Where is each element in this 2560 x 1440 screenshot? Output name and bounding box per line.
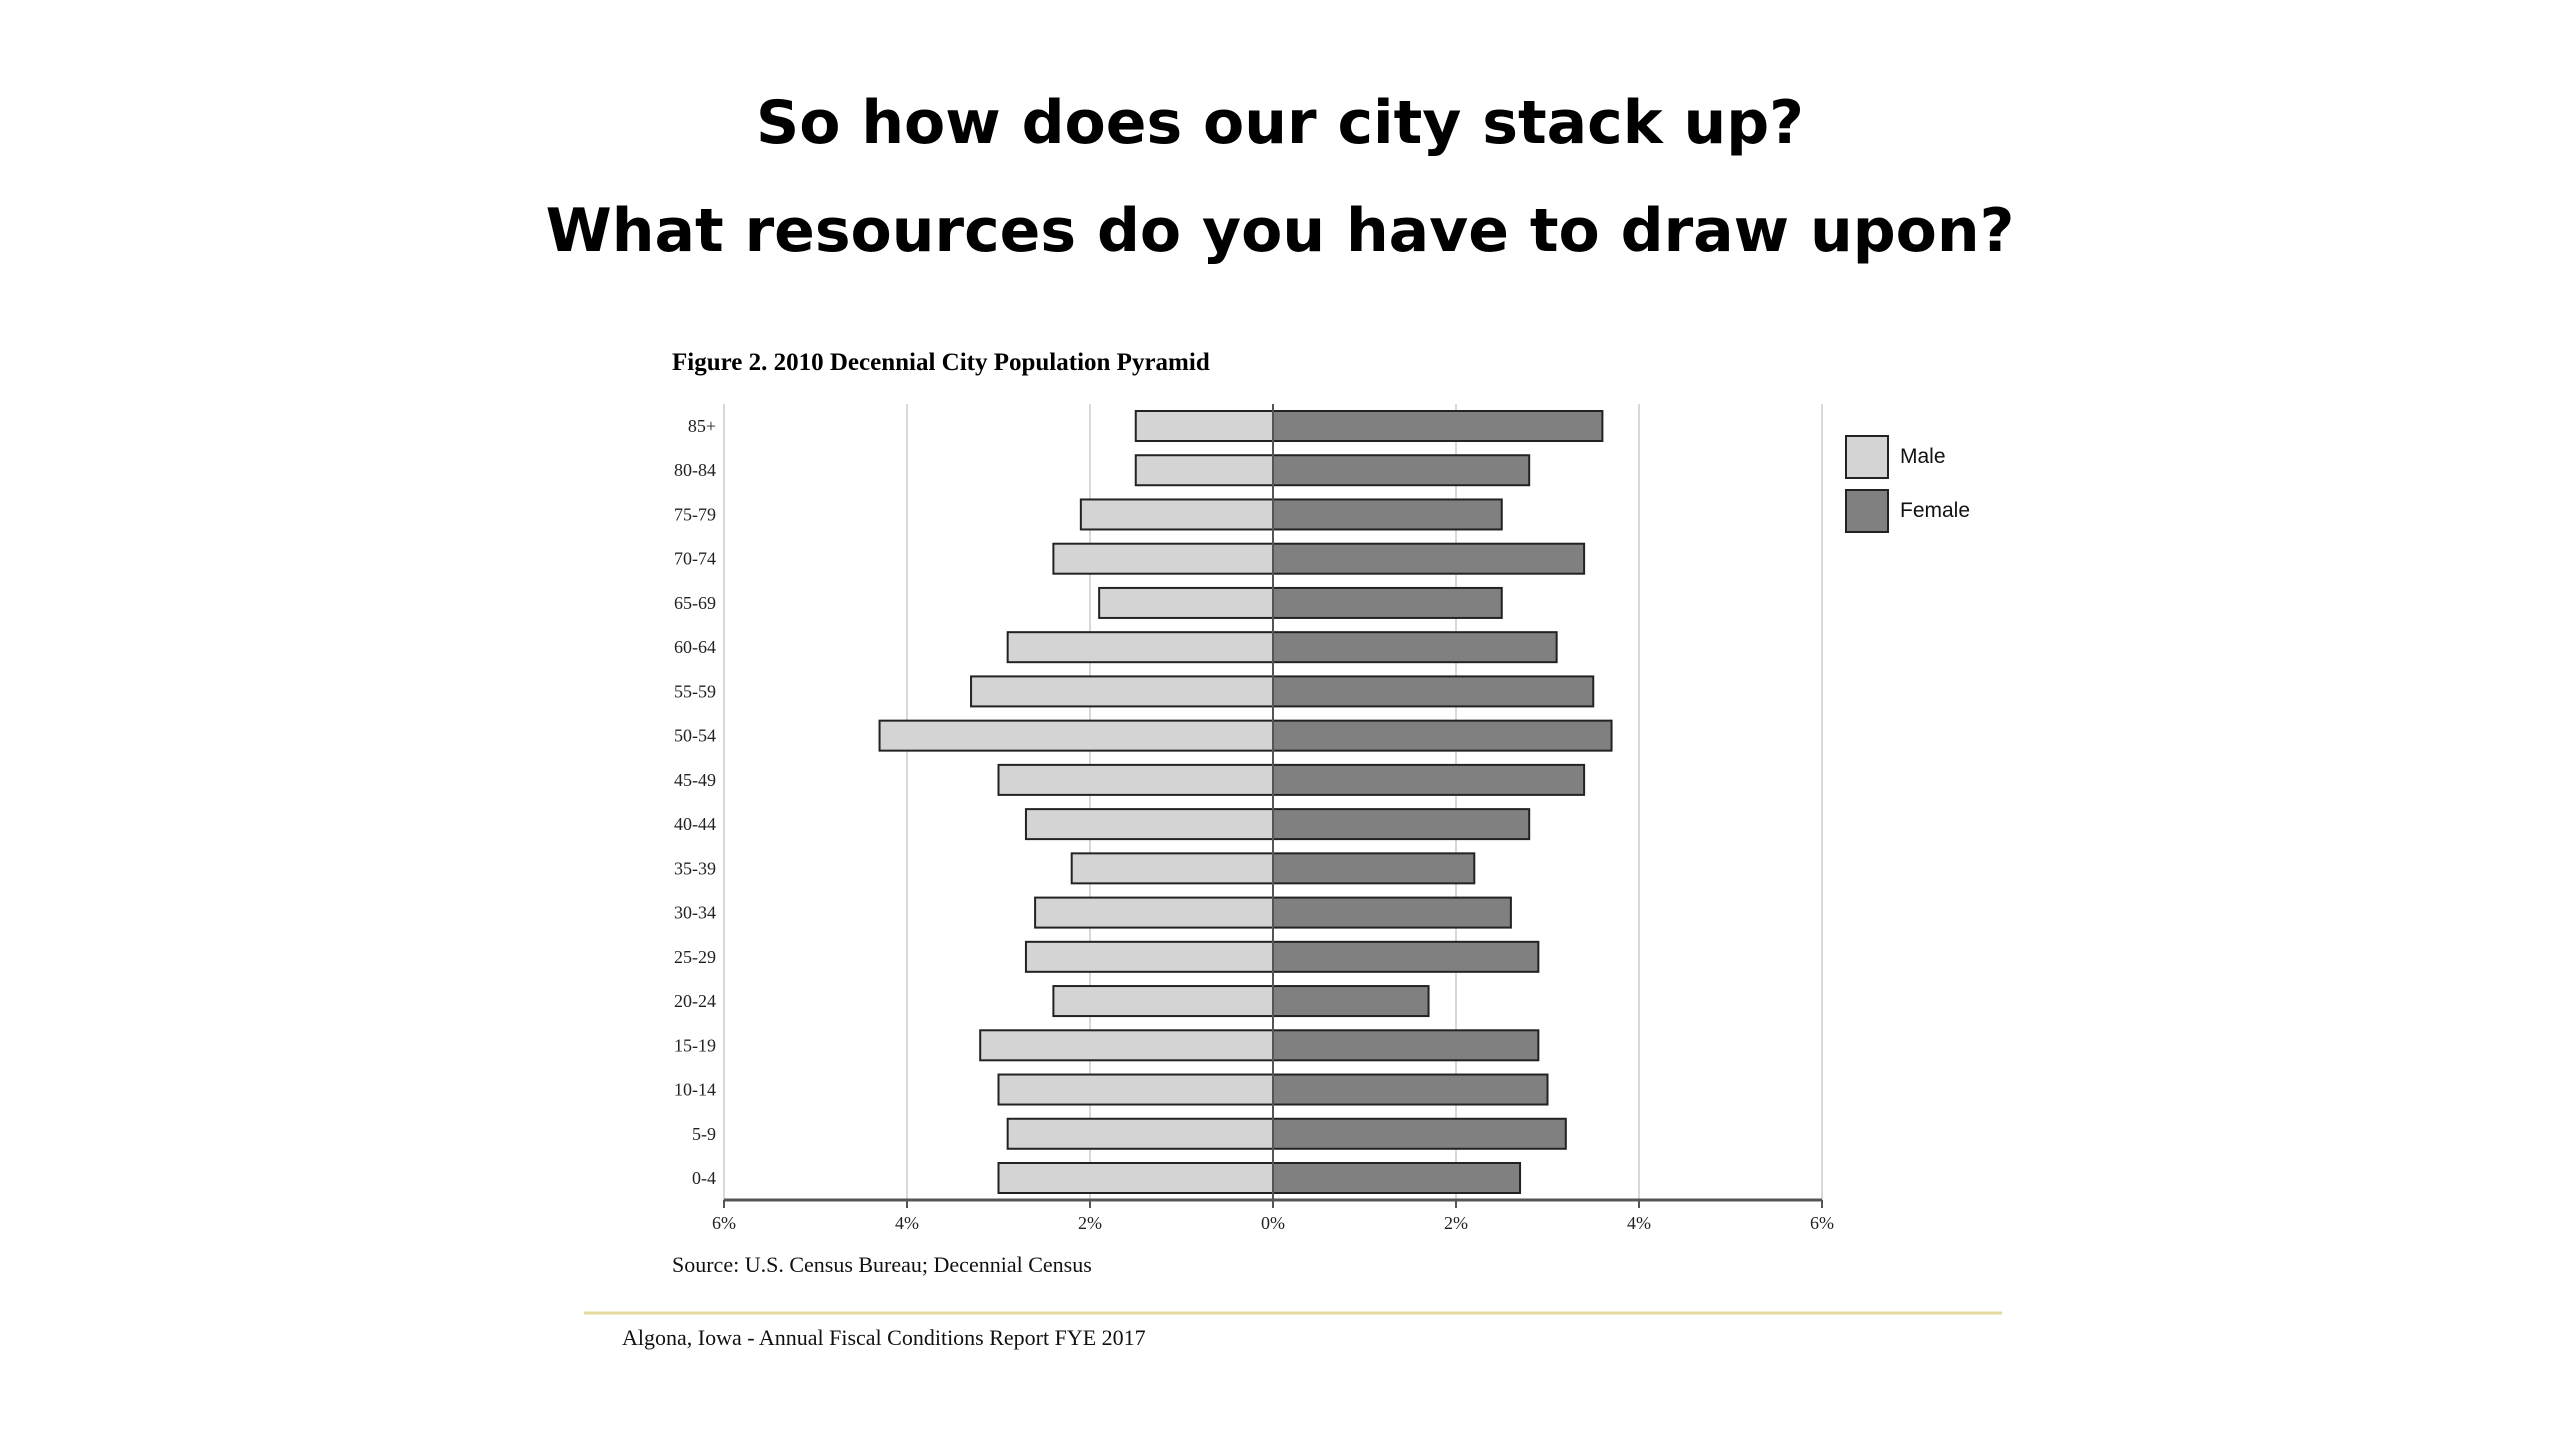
- bar-female-85+: [1273, 411, 1602, 441]
- bar-female-5-9: [1273, 1119, 1566, 1149]
- bar-female-15-19: [1273, 1030, 1538, 1060]
- y-tick-label: 55-59: [674, 681, 716, 702]
- y-tick-label: 45-49: [674, 769, 716, 790]
- y-tick-label: 30-34: [674, 902, 716, 923]
- bar-male-45-49: [999, 765, 1274, 795]
- bar-male-60-64: [1008, 632, 1273, 662]
- y-tick-label: 5-9: [692, 1123, 716, 1144]
- x-tick-label: 6%: [712, 1213, 736, 1233]
- bar-female-80-84: [1273, 455, 1529, 485]
- y-tick-label: 65-69: [674, 592, 716, 613]
- bar-female-10-14: [1273, 1075, 1548, 1105]
- y-tick-label: 20-24: [674, 991, 716, 1012]
- bar-female-60-64: [1273, 632, 1557, 662]
- bar-female-70-74: [1273, 544, 1584, 574]
- bar-male-25-29: [1026, 942, 1273, 972]
- x-tick-label: 2%: [1078, 1213, 1102, 1233]
- y-tick-label: 85+: [687, 416, 716, 436]
- y-tick-label: 80-84: [674, 460, 716, 481]
- y-tick-label: 0-4: [692, 1168, 716, 1188]
- y-tick-label: 15-19: [674, 1035, 716, 1056]
- chart-bars: [880, 411, 1612, 1193]
- bar-female-55-59: [1273, 676, 1593, 706]
- y-tick-label: 60-64: [674, 637, 716, 658]
- legend-label-female: Female: [1900, 499, 1971, 522]
- bar-female-30-34: [1273, 898, 1511, 928]
- bar-male-10-14: [999, 1075, 1274, 1105]
- bar-male-70-74: [1053, 544, 1273, 574]
- slide-title-line-2: What resources do you have to draw upon?: [545, 196, 2015, 266]
- bar-male-20-24: [1053, 986, 1273, 1016]
- y-tick-label: 40-44: [674, 814, 716, 835]
- bar-male-65-69: [1099, 588, 1273, 618]
- bar-female-50-54: [1273, 721, 1612, 751]
- bar-male-5-9: [1008, 1119, 1273, 1149]
- bar-female-45-49: [1273, 765, 1584, 795]
- legend-swatch-male: [1846, 436, 1888, 478]
- y-tick-label: 75-79: [674, 504, 716, 525]
- y-tick-label: 50-54: [674, 725, 716, 746]
- bar-female-65-69: [1273, 588, 1502, 618]
- bar-male-30-34: [1035, 898, 1273, 928]
- bar-male-0-4: [999, 1163, 1274, 1193]
- x-tick-label: 4%: [1627, 1213, 1651, 1233]
- y-tick-label: 70-74: [674, 548, 716, 569]
- footer-text: Algona, Iowa - Annual Fiscal Conditions Report FYE 2017: [622, 1325, 1146, 1350]
- y-tick-label: 10-14: [674, 1079, 716, 1100]
- x-tick-label: 2%: [1444, 1213, 1468, 1233]
- legend-label-male: Male: [1900, 445, 1946, 468]
- bar-male-50-54: [880, 721, 1273, 751]
- x-tick-label: 4%: [895, 1213, 919, 1233]
- y-tick-label: 25-29: [674, 946, 716, 967]
- chart-source: Source: U.S. Census Bureau; Decennial Census: [672, 1252, 1092, 1277]
- bar-female-75-79: [1273, 499, 1502, 529]
- bar-female-35-39: [1273, 853, 1474, 883]
- bar-male-35-39: [1072, 853, 1273, 883]
- bar-female-25-29: [1273, 942, 1538, 972]
- x-tick-label: 6%: [1810, 1213, 1834, 1233]
- bar-male-15-19: [980, 1030, 1273, 1060]
- chart-legend: [1846, 436, 1970, 532]
- legend-swatch-female: [1846, 490, 1888, 532]
- y-tick-label: 35-39: [674, 858, 716, 879]
- bar-male-55-59: [971, 676, 1273, 706]
- bar-male-75-79: [1081, 499, 1273, 529]
- bar-female-40-44: [1273, 809, 1529, 839]
- slide-title-line-1: So how does our city stack up?: [756, 88, 1804, 158]
- bar-female-0-4: [1273, 1163, 1520, 1193]
- bar-male-85+: [1136, 411, 1273, 441]
- x-tick-label: 0%: [1261, 1213, 1285, 1233]
- bar-female-20-24: [1273, 986, 1429, 1016]
- bar-male-80-84: [1136, 455, 1273, 485]
- bar-male-40-44: [1026, 809, 1273, 839]
- chart-title: Figure 2. 2010 Decennial City Population Pyramid: [672, 349, 1210, 376]
